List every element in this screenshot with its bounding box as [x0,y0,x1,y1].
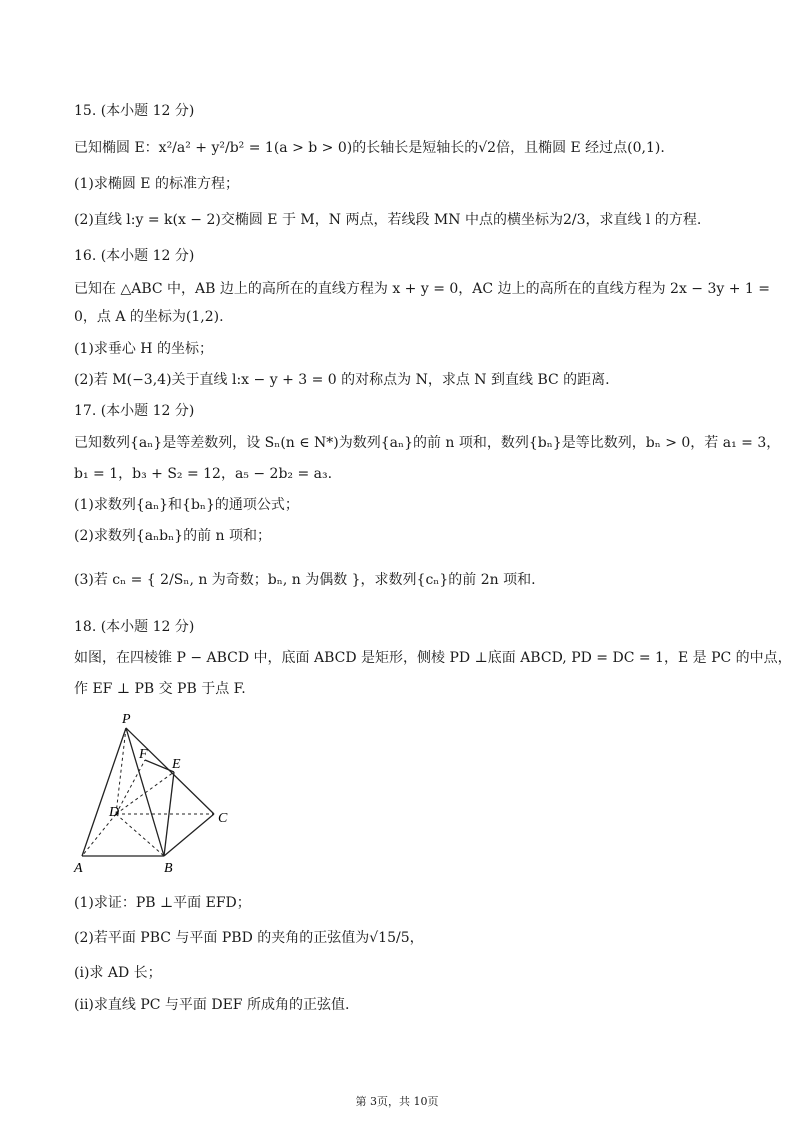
q18-part1: (1)求证：PB ⊥平面 EFD； [74,895,251,911]
q17-stem-1: 已知数列{aₙ}是等差数列，设 Sₙ(n ∈ N*)为数列{aₙ}的前 n 项和，数列{bₙ}是等比数列，bₙ > 0，若 a₁ = 3， [74,435,781,451]
q18-stem-1: 如图，在四棱锥 P − ABCD 中，底面 ABCD 是矩形，侧棱 PD ⊥底面 ABCD, PD = DC = 1，E 是 PC 的中点， [74,650,792,666]
q18-part2-ii: (ii)求直线 PC 与平面 DEF 所成角的正弦值. [74,997,350,1013]
label-c: C [218,811,228,826]
q16-part1: (1)求垂心 H 的坐标； [74,341,213,357]
label-d: D [109,805,120,820]
q18-header: 18. (本小题 12 分) [74,619,195,635]
label-a: A [74,861,83,876]
edge-db [116,814,164,856]
q17-stem-2: b₁ = 1，b₃ + S₂ = 12，a₅ − 2b₂ = a₃. [74,466,333,482]
q16-part2: (2)若 M(−3,4)关于直线 l:x − y + 3 = 0 的对称点为 N，求点 N 到直线 BC 的距离. [74,372,610,388]
q17-header: 17. (本小题 12 分) [74,403,195,419]
q15-header: 15. (本小题 12 分) [74,103,195,119]
edge-bc [164,814,214,856]
q18-part2: (2)若平面 PBC 与平面 PBD 的夹角的正弦值为√15/5， [74,930,424,946]
edge-pa [82,728,126,856]
page-footer: 第 3页，共 10页 [355,1095,439,1108]
q15-part1: (1)求椭圆 E 的标准方程； [74,176,239,192]
q18-stem-2: 作 EF ⊥ PB 交 PB 于点 F. [74,681,246,697]
q15-part2: (2)直线 l:y = k(x − 2)交椭圆 E 于 M，N 两点，若线段 MN 中点的横坐标为2/3，求直线 l 的方程. [74,212,702,228]
label-p: P [122,712,131,727]
edge-fe [145,760,174,772]
label-e: E [172,757,181,772]
q17-part1: (1)求数列{aₙ}和{bₙ}的通项公式； [74,497,299,513]
q15-stem: 已知椭圆 E：x²/a² + y²/b² = 1(a > b > 0)的长轴长是短轴长的√2倍，且椭圆 E 经过点(0,1). [74,140,665,156]
edge-da [82,814,116,856]
label-b: B [164,861,173,876]
q16-stem-2: 0，点 A 的坐标为(1,2). [74,309,224,325]
q16-header: 16. (本小题 12 分) [74,248,195,264]
q16-stem-1: 已知在 △ABC 中，AB 边上的高所在的直线方程为 x + y = 0，AC 边上的高所在的直线方程为 2x − 3y + 1 = [74,281,770,297]
q17-part3: (3)若 cₙ = { 2/Sₙ, n 为奇数；bₙ, n 为偶数 }，求数列{cₙ}的前 2n 项和. [74,572,536,588]
q17-part2: (2)求数列{aₙbₙ}的前 n 项和； [74,528,271,544]
q18-part2-i: (i)求 AD 长； [74,965,162,981]
edge-df [116,760,145,814]
label-f: F [139,747,148,762]
pyramid-figure [72,710,242,880]
